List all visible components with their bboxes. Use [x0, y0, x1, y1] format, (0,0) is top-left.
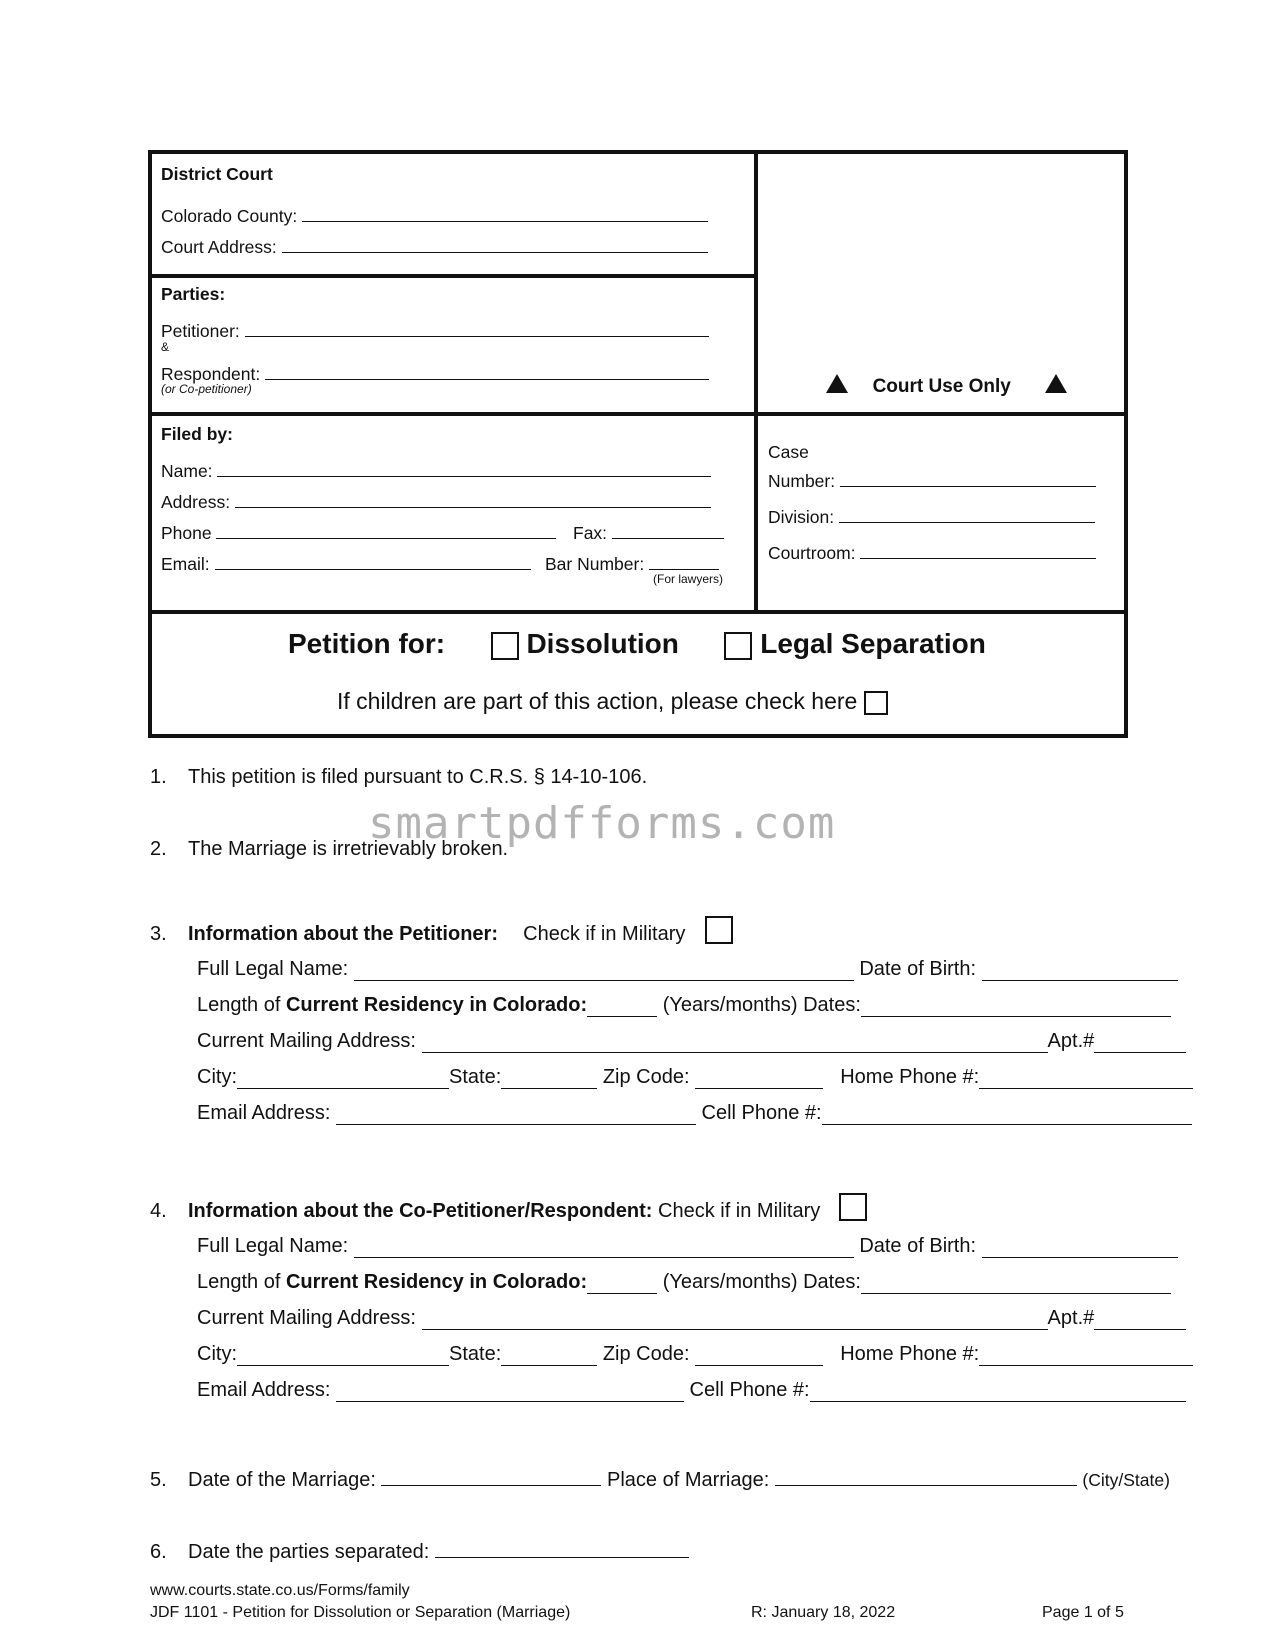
full-name-label: Full Legal Name:: [197, 958, 349, 980]
respondent-label: Respondent:: [161, 364, 261, 384]
item-1-text: This petition is filed pursuant to C.R.S. § 14-10-106.: [188, 766, 648, 788]
footer-url: www.courts.state.co.us/Forms/family: [150, 1582, 410, 1599]
mailing-label: Current Mailing Address:: [197, 1307, 416, 1329]
phone-field[interactable]: [216, 518, 556, 539]
petition-for-cell: [152, 614, 1124, 734]
separation-date-field[interactable]: [435, 1535, 689, 1558]
respondent-note: (or Co-petitioner): [161, 382, 252, 396]
full-name-label: Full Legal Name:: [197, 1235, 349, 1257]
email-field[interactable]: [215, 549, 531, 570]
respondent-dob-field[interactable]: [982, 1235, 1178, 1258]
marriage-date-label: Date of the Marriage:: [188, 1469, 376, 1491]
petitioner-apt-field[interactable]: [1094, 1030, 1186, 1053]
address-label: Address:: [161, 492, 231, 512]
respondent-state-field[interactable]: [501, 1343, 597, 1366]
length-label: Length of: [197, 994, 286, 1016]
item-number: 1.: [150, 766, 167, 788]
respondent-row-name: [197, 1235, 1178, 1258]
caption-box: [148, 150, 1128, 738]
city-label: City:: [197, 1066, 237, 1088]
zip-label: Zip Code:: [602, 1343, 690, 1365]
petitioner-row-residency: [197, 994, 1171, 1017]
email-address-label: Email Address:: [197, 1102, 331, 1124]
court-use-label: Court Use Only: [872, 376, 1011, 397]
petitioner-home-phone-field[interactable]: [979, 1066, 1193, 1089]
marriage-place-note: (City/State): [1082, 1470, 1170, 1490]
filed-by-title: Filed by:: [161, 424, 233, 444]
case-number-label: Number:: [768, 471, 836, 491]
respondent-row-residency: [197, 1271, 1171, 1294]
cell-phone-label: Cell Phone #:: [689, 1379, 810, 1401]
zip-label: Zip Code:: [602, 1066, 690, 1088]
petitioner-email-field[interactable]: [336, 1102, 696, 1125]
item-2-text: The Marriage is irretrievably broken.: [188, 838, 509, 860]
residency-label: Current Residency in Colorado:: [285, 994, 588, 1016]
parties-title: Parties:: [161, 284, 226, 304]
watermark: smartpdfforms.com: [368, 798, 836, 849]
petitioner-state-field[interactable]: [501, 1066, 597, 1089]
respondent-home-phone-field[interactable]: [979, 1343, 1193, 1366]
case-number-field[interactable]: [840, 466, 1096, 487]
state-label: State:: [449, 1343, 502, 1365]
petitioner-zip-field[interactable]: [695, 1066, 823, 1089]
petitioner-mailing-field[interactable]: [422, 1030, 1048, 1053]
petitioner-city-field[interactable]: [237, 1066, 449, 1089]
petitioner-row-name: [197, 958, 1178, 981]
respondent-mailing-field[interactable]: [422, 1307, 1048, 1330]
mailing-label: Current Mailing Address:: [197, 1030, 416, 1052]
petitioner-field[interactable]: [245, 316, 709, 337]
county-field[interactable]: [302, 201, 708, 222]
petition-for-label: Petition for:: [288, 628, 446, 659]
item-1: [150, 766, 647, 789]
fax-field[interactable]: [612, 518, 724, 539]
address-field[interactable]: [235, 487, 711, 508]
bar-number-field[interactable]: [649, 549, 719, 570]
home-phone-label: Home Phone #:: [840, 1066, 980, 1088]
petitioner-dob-field[interactable]: [982, 958, 1178, 981]
petitioner-cell-field[interactable]: [822, 1102, 1192, 1125]
petitioner-info-title: Information about the Petitioner:: [188, 923, 498, 945]
marriage-place-field[interactable]: [775, 1463, 1077, 1486]
respondent-military-label: Check if in Military: [658, 1200, 821, 1222]
home-phone-label: Home Phone #:: [840, 1343, 980, 1365]
respondent-row-mailing: [197, 1307, 1186, 1330]
children-text: If children are part of this action, please check here: [337, 688, 858, 714]
respondent-military-checkbox[interactable]: [839, 1193, 867, 1221]
petitioner-residency-length-field[interactable]: [587, 994, 657, 1017]
petitioner-residency-dates-field[interactable]: [861, 994, 1171, 1017]
case-label: Case: [768, 442, 809, 462]
court-address-field[interactable]: [282, 232, 708, 253]
filed-by-cell: [161, 416, 753, 610]
state-label: State:: [449, 1066, 502, 1088]
petitioner-full-name-field[interactable]: [354, 958, 854, 981]
respondent-city-field[interactable]: [237, 1343, 449, 1366]
marriage-place-label: Place of Marriage:: [607, 1469, 770, 1491]
item-number: 5.: [150, 1469, 167, 1491]
length-label: Length of: [197, 1271, 286, 1293]
email-address-label: Email Address:: [197, 1379, 331, 1401]
ampersand: &: [161, 340, 170, 354]
fax-label: Fax:: [573, 523, 608, 543]
dob-label: Date of Birth:: [859, 1235, 977, 1257]
email-label: Email:: [161, 554, 210, 574]
court-title: District Court: [161, 164, 273, 184]
city-label: City:: [197, 1343, 237, 1365]
footer-form-id: JDF 1101 - Petition for Dissolution or Separation (Marriage): [150, 1604, 571, 1621]
children-checkbox[interactable]: [864, 691, 888, 715]
dissolution-label: Dissolution: [526, 628, 679, 659]
legal-separation-checkbox[interactable]: [724, 632, 752, 660]
petitioner-row-city: [197, 1066, 1193, 1089]
respondent-residency-dates-field[interactable]: [861, 1271, 1171, 1294]
petitioner-military-checkbox[interactable]: [705, 916, 733, 944]
phone-label: Phone: [161, 523, 212, 543]
court-address-label: Court Address:: [161, 237, 277, 257]
respondent-zip-field[interactable]: [695, 1343, 823, 1366]
court-use-cell: [758, 154, 1124, 412]
apt-label: Apt.#: [1047, 1030, 1095, 1052]
county-label: Colorado County:: [161, 206, 298, 226]
bar-number-label: Bar Number:: [545, 554, 645, 574]
respondent-full-name-field[interactable]: [354, 1235, 854, 1258]
court-cell: [161, 154, 751, 272]
legal-separation-label: Legal Separation: [760, 628, 986, 659]
separation-date-label: Date the parties separated:: [188, 1541, 430, 1563]
item-6: [150, 1535, 689, 1564]
respondent-email-field[interactable]: [336, 1379, 684, 1402]
item-number: 4.: [150, 1200, 167, 1222]
apt-label: Apt.#: [1047, 1307, 1095, 1329]
cell-phone-label: Cell Phone #:: [701, 1102, 822, 1124]
case-cell: [768, 416, 1120, 610]
years-dates-label: (Years/months) Dates:: [662, 994, 861, 1016]
respondent-info-title: Information about the Co-Petitioner/Respondent:: [188, 1200, 653, 1222]
footer-page: Page 1 of 5: [1042, 1604, 1124, 1621]
respondent-apt-field[interactable]: [1094, 1307, 1186, 1330]
marriage-date-field[interactable]: [381, 1463, 601, 1486]
parties-cell: [161, 278, 751, 410]
item-3: [150, 916, 733, 946]
name-label: Name:: [161, 461, 213, 481]
petitioner-row-email: [197, 1102, 1192, 1125]
residency-label: Current Residency in Colorado:: [285, 1271, 588, 1293]
item-number: 2.: [150, 838, 167, 860]
division-field[interactable]: [839, 502, 1095, 523]
dob-label: Date of Birth:: [859, 958, 977, 980]
petitioner-military-label: Check if in Military: [523, 923, 686, 945]
bar-note: (For lawyers): [653, 572, 724, 586]
name-field[interactable]: [217, 456, 711, 477]
respondent-field[interactable]: [265, 359, 709, 380]
respondent-row-city: [197, 1343, 1193, 1366]
division-label: Division:: [768, 507, 835, 527]
respondent-cell-field[interactable]: [810, 1379, 1186, 1402]
footer-revision: R: January 18, 2022: [751, 1604, 896, 1621]
respondent-residency-length-field[interactable]: [587, 1271, 657, 1294]
item-number: 6.: [150, 1541, 167, 1563]
petitioner-label: Petitioner:: [161, 321, 240, 341]
item-number: 3.: [150, 923, 167, 945]
courtroom-field[interactable]: [860, 538, 1096, 559]
dissolution-checkbox[interactable]: [491, 632, 519, 660]
up-triangle-icon: [1045, 374, 1067, 393]
item-4: [150, 1193, 867, 1223]
years-dates-label: (Years/months) Dates:: [662, 1271, 861, 1293]
petitioner-row-mailing: [197, 1030, 1186, 1053]
item-5: [150, 1463, 1170, 1492]
courtroom-label: Courtroom:: [768, 543, 856, 563]
up-triangle-icon: [826, 374, 848, 393]
respondent-row-email: [197, 1379, 1186, 1402]
